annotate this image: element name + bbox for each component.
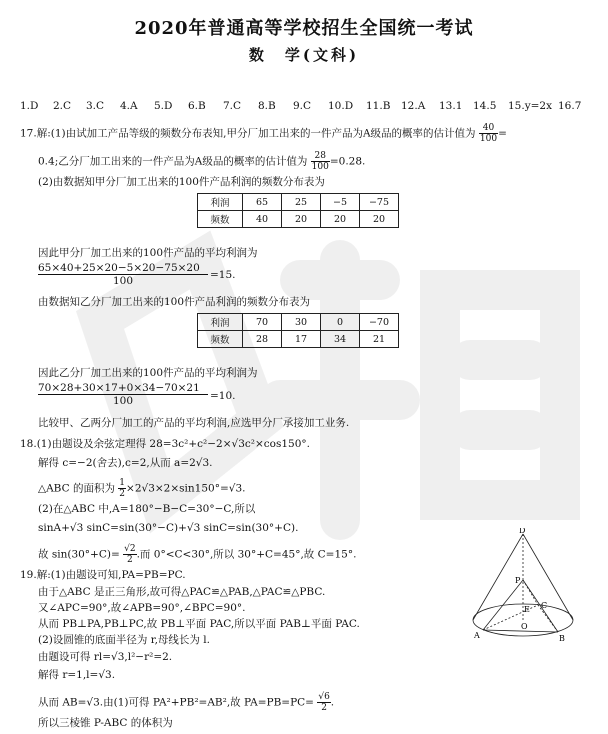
answer-item: 12.A xyxy=(401,100,426,112)
q19-line-7: 解得 r=1,l=√3. xyxy=(38,669,116,681)
q17-avg-a: 65×40+25×20−5×20−75×20 100 xyxy=(38,262,208,287)
q17-line-5: 由数据知乙分厂加工出来的100件产品利润的频数分布表为 xyxy=(38,296,311,308)
q18-line-4: (2)在△ABC 中,A=180°−B−C=30°−C,所以 xyxy=(38,503,256,515)
answer-item: 15.y=2x xyxy=(508,100,553,112)
table-row: 频数 40 20 20 20 xyxy=(198,211,399,228)
page-title: 2020年普通高等学校招生全国统一考试 xyxy=(134,18,474,39)
answer-item: 11.B xyxy=(366,100,391,112)
answer-item: 7.C xyxy=(223,100,242,112)
q19-line-4: 从而 PB⊥PA,PB⊥PC,故 PB⊥平面 PAC,所以平面 PAB⊥平面 PAC. xyxy=(38,618,360,630)
answer-item: 2.C xyxy=(53,100,72,112)
table-a xyxy=(197,193,399,228)
table-row: 利润 70 30 0 −70 xyxy=(198,314,399,331)
answer-item: 5.D xyxy=(154,100,173,112)
q19-line-5: (2)设圆锥的底面半径为 r,母线长为 l. xyxy=(38,634,210,646)
q17-line-3: (2)由数据知甲分厂加工出来的100件产品利润的频数分布表为 xyxy=(38,176,325,188)
label-e: E xyxy=(524,605,530,614)
page-subtitle: 数 学(文科) xyxy=(248,46,360,64)
q19-line-9: 所以三棱锥 P-ABC 的体积为 xyxy=(38,717,173,729)
answer-item: 16.7 xyxy=(558,100,582,112)
answer-item: 14.5 xyxy=(473,100,497,112)
table-row: 利润 65 25 −5 −75 xyxy=(198,194,399,211)
answer-item: 1.D xyxy=(20,100,39,112)
q17-avg-a-result: =15. xyxy=(210,269,236,281)
q18-line-6: 故 sin(30°+C)= $\frac{√2}{2}$ .而 0°<C<30°,所以 30°+C=45°,故 C=15°. xyxy=(38,544,357,565)
label-p: P xyxy=(515,576,521,585)
table-b xyxy=(197,313,399,348)
answer-item: 4.A xyxy=(120,100,138,112)
q19-line-2: 由于△ABC 是正三角形,故可得△PAC≌△PAB,△PAC≌△PBC. xyxy=(38,586,326,598)
q17-line-2: 0.4;乙分厂加工出来的一件产品为A级品的概率的估计值为 $\frac{28}{100}$ =0.28. xyxy=(38,151,366,172)
label-o: O xyxy=(521,622,528,631)
q17-line-1: 17.解:(1)由试加工产品等级的频数分布表知,甲分厂加工出来的一件产品为A级品的概率的估计值为 $\frac{40}{100}$ = xyxy=(20,123,507,144)
answer-item: 13.1 xyxy=(439,100,463,112)
table-row: 频数 28 17 34 21 xyxy=(198,331,399,348)
q18-line-1: 18.(1)由题设及余弦定理得 28=3c²+c²−2×√3c²×cos150°. xyxy=(20,438,310,450)
answer-item: 10.D xyxy=(328,100,354,112)
q17-avg-b: 70×28+30×17+0×34−70×21 100 xyxy=(38,382,208,407)
q19-line-8: 从而 AB=√3.由(1)可得 PA²+PB²=AB²,故 PA=PB=PC= $\frac{√6}{2}$ . xyxy=(38,692,335,713)
answer-item: 6.B xyxy=(188,100,206,112)
q19-line-1: 19.解:(1)由题设可知,PA=PB=PC. xyxy=(20,569,186,581)
q18-line-2: 解得 c=−2(舍去),c=2,从而 a=2√3. xyxy=(38,457,213,469)
label-b: B xyxy=(559,634,565,643)
q18-line-3: △ABC 的面积为 $\frac{1}{2}$ ×2√3×2×sin150°=√3. xyxy=(38,478,246,499)
q18-line-5: sinA+√3 sinC=sin(30°−C)+√3 sinC=sin(30°+C). xyxy=(38,522,299,534)
cone-figure xyxy=(466,528,584,650)
label-c: C xyxy=(541,601,548,610)
answer-item: 8.B xyxy=(258,100,276,112)
label-d: D xyxy=(519,528,526,535)
q17-line-4: 因此甲分厂加工出来的100件产品的平均利润为 xyxy=(38,247,258,259)
answer-item: 3.C xyxy=(86,100,105,112)
q17-line-6: 因此乙分厂加工出来的100件产品的平均利润为 xyxy=(38,367,258,379)
label-a: A xyxy=(474,631,480,640)
answer-item: 9.C xyxy=(293,100,312,112)
q19-line-6: 由题设可得 rl=√3,l²−r²=2. xyxy=(38,651,173,663)
q17-line-7: 比较甲、乙两分厂加工的产品的平均利润,应选甲分厂承接加工业务. xyxy=(38,417,350,429)
q17-avg-b-result: =10. xyxy=(210,390,236,402)
q19-line-3: 又∠APC=90°,故∠APB=90°,∠BPC=90°. xyxy=(38,602,246,614)
